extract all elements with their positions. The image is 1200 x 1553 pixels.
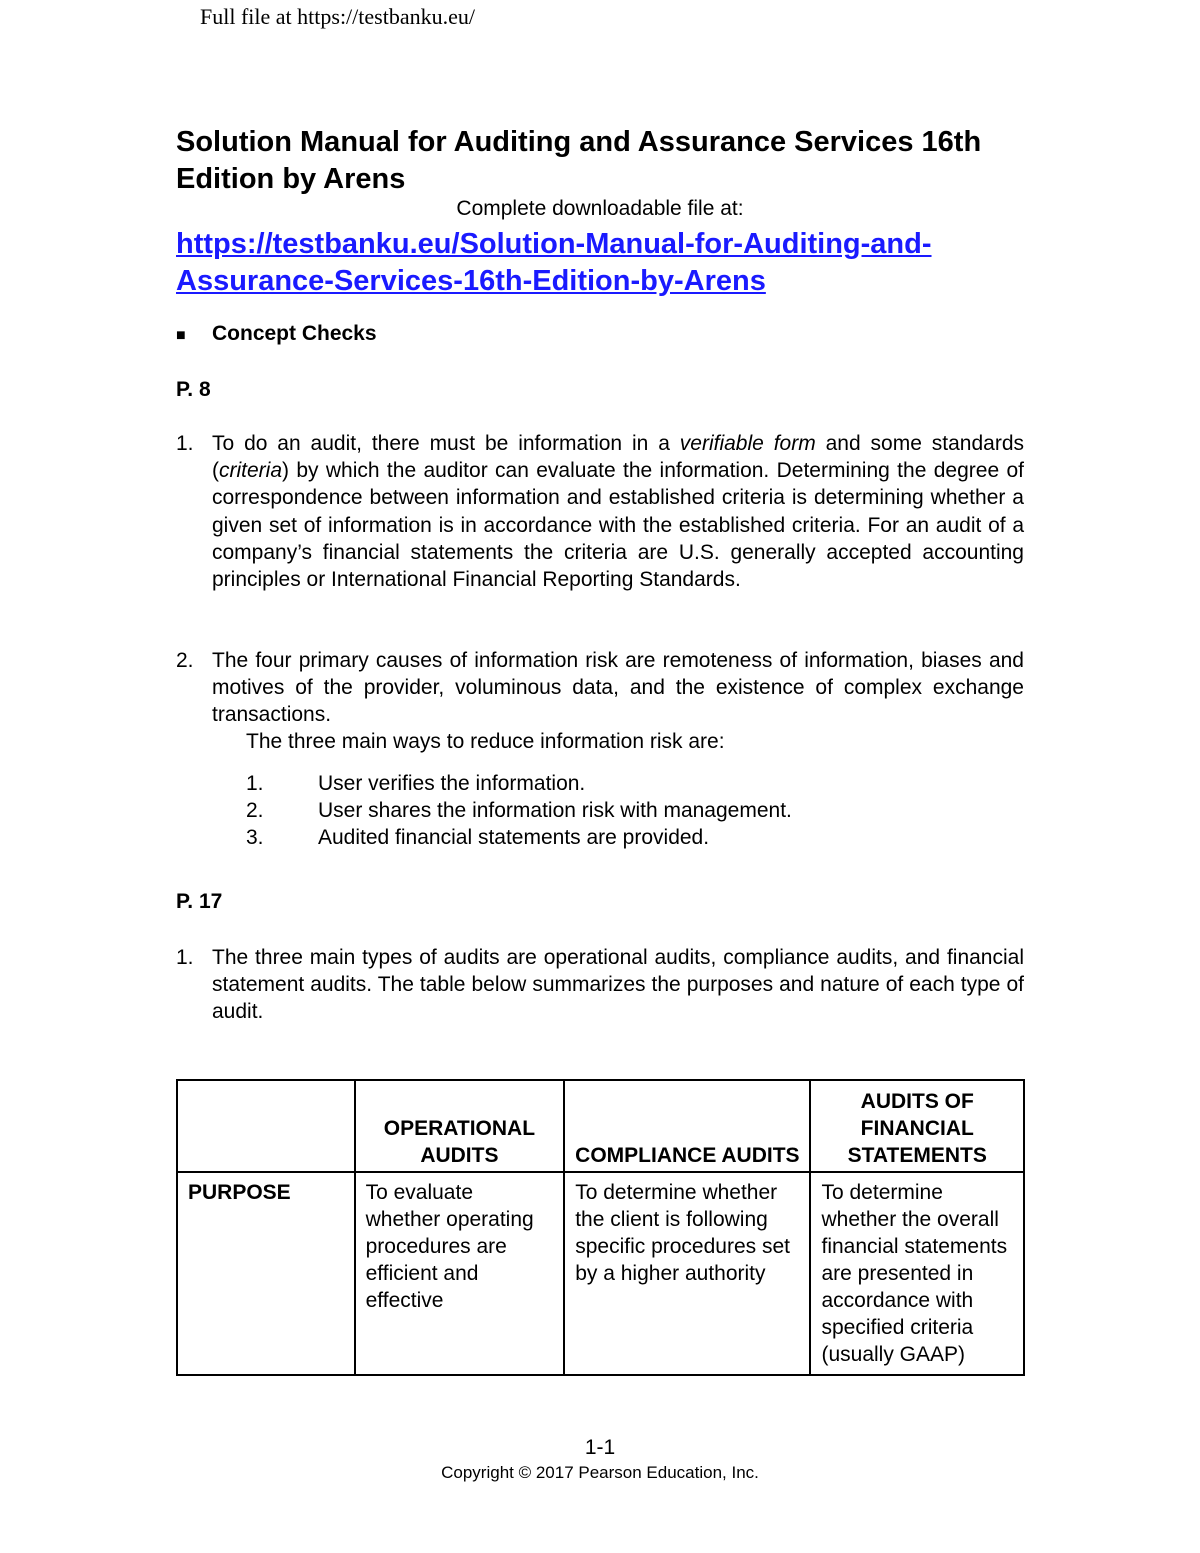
sublist-intro: The three main ways to reduce information risk are: bbox=[246, 730, 725, 753]
top-note: Full file at https://testbanku.eu/ bbox=[200, 4, 475, 29]
document-title: Solution Manual for Auditing and Assurance Services 16th Edition by Arens bbox=[176, 126, 982, 195]
page-number: 1-1 bbox=[584, 1436, 616, 1459]
page-ref-p8: P. 8 bbox=[176, 378, 211, 401]
table-header-cell: OPERATIONAL AUDITS bbox=[355, 1080, 565, 1172]
item-text: The three main types of audits are operational audits, compliance audits, and financial statement audits. The table below summarizes the purposes and nature of each type of audit. bbox=[212, 946, 1024, 1024]
table-cell: To evaluate whether operating procedures are efficient and effective bbox=[355, 1172, 565, 1375]
item-number: 1. bbox=[176, 946, 194, 969]
list-item bbox=[176, 647, 1024, 729]
table-header-cell: COMPLIANCE AUDITS bbox=[564, 1080, 810, 1172]
page-ref-p17: P. 17 bbox=[176, 890, 223, 913]
item-number: 2. bbox=[176, 649, 194, 672]
risk-reduction-list bbox=[246, 770, 792, 851]
section-title: Concept Checks bbox=[212, 322, 377, 345]
row-label: PURPOSE bbox=[177, 1172, 355, 1375]
section-heading bbox=[176, 322, 377, 346]
table-cell: To determine whether the overall financial statements are presented in accordance with specified criteria (usually GAAP) bbox=[810, 1172, 1024, 1375]
table-header-cell: AUDITS OF FINANCIAL STATEMENTS bbox=[810, 1080, 1024, 1172]
download-link[interactable]: https://testbanku.eu/Solution-Manual-for-Auditing-and-Assurance-Services-16th-Edition-by-Arens bbox=[176, 228, 932, 297]
list-item bbox=[176, 430, 1024, 593]
sublist-item: 2. User shares the information risk with management. bbox=[246, 799, 792, 822]
table-cell: To determine whether the client is following specific procedures set by a higher authority bbox=[564, 1172, 810, 1375]
square-bullet-icon: ■ bbox=[176, 327, 186, 344]
download-caption: Complete downloadable file at: bbox=[456, 197, 744, 220]
table-header-cell bbox=[177, 1080, 355, 1172]
table-row bbox=[177, 1172, 1024, 1375]
sublist-item: 1. User verifies the information. bbox=[246, 772, 586, 795]
sublist-item: 3. Audited financial statements are provided. bbox=[246, 826, 710, 849]
audit-types-table bbox=[176, 1079, 1025, 1376]
item-text: The four primary causes of information risk are remoteness of information, biases and motives of the provider, voluminous data, and the existence of complex exchange transactions. bbox=[212, 649, 1024, 727]
table-header-row bbox=[177, 1080, 1024, 1172]
item-text: To do an audit, there must be information in a verifiable form and some standards (criteria) by which the auditor can evaluate the information. Determining the degree of correspondence between information and established criteria is determining whether a given set of information is in accordance with the established criteria. For an audit of a company’s financial statements the criteria are U.S. generally accepted accounting principles or International Financial Reporting Standards. bbox=[212, 432, 1024, 592]
copyright-notice: Copyright © 2017 Pearson Education, Inc. bbox=[441, 1463, 759, 1482]
item-number: 1. bbox=[176, 432, 194, 455]
list-item bbox=[176, 944, 1024, 1026]
